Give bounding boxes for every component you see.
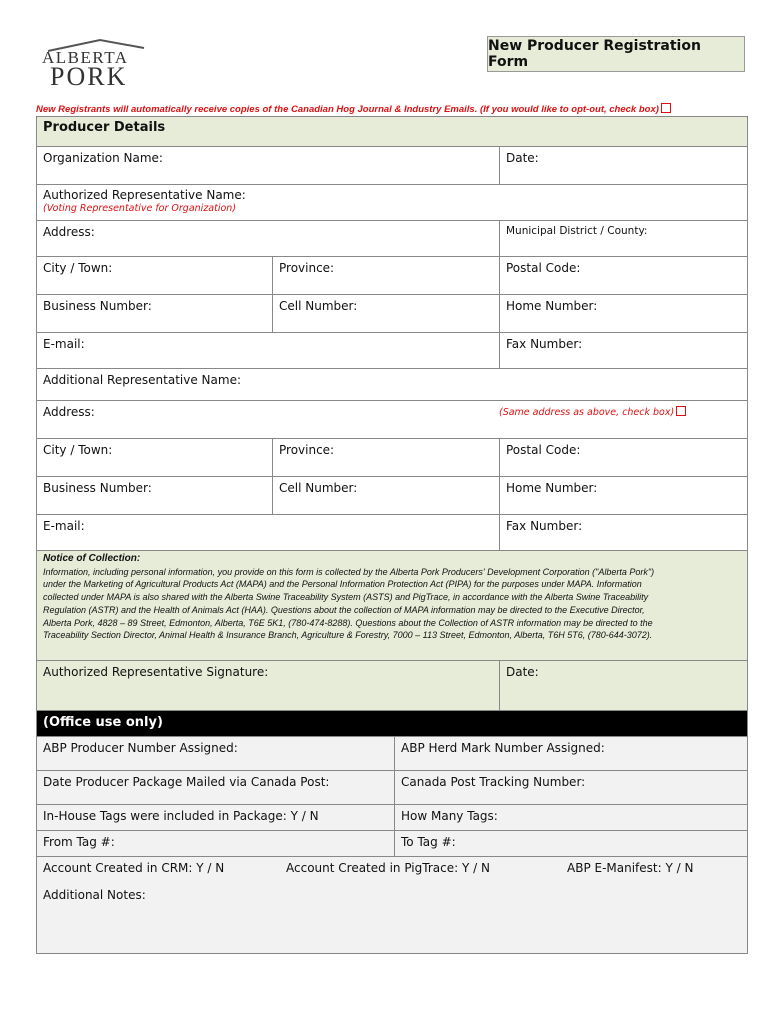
additional-postal-code-field[interactable] (499, 439, 747, 476)
producer-details-header (37, 117, 747, 147)
abp-producer-number-label: ABP Producer Number Assigned: (43, 741, 238, 755)
optout-checkbox[interactable] (661, 103, 671, 113)
notice-line: Alberta Pork, 4828 – 89 Street, Edmonton, Alberta, T6E 5K1, (780-474-8288). Questions about the Collection of ASTR information may be directed to the (43, 617, 653, 628)
date-package-mailed-label: Date Producer Package Mailed via Canada Post: (43, 775, 330, 789)
from-tag-field[interactable] (37, 831, 394, 856)
municipal-district-label: Municipal District / County: (506, 225, 648, 237)
date-field[interactable] (499, 147, 747, 184)
organization-row (37, 147, 747, 185)
additional-phone-row (37, 477, 747, 515)
registration-form (36, 116, 748, 954)
additional-address-row (37, 401, 747, 439)
how-many-tags-field[interactable] (394, 805, 747, 830)
office-row-4 (37, 831, 747, 857)
province-field[interactable] (272, 257, 499, 294)
address-label: Address: (43, 225, 95, 239)
additional-email-label: E-mail: (43, 519, 85, 533)
fax-number-label: Fax Number: (506, 337, 583, 351)
additional-province-field[interactable] (272, 439, 499, 476)
office-row-3 (37, 805, 747, 831)
business-number-label: Business Number: (43, 299, 152, 313)
account-status-block (37, 857, 747, 953)
crm-account-field[interactable]: Account Created in CRM: Y / N (43, 861, 225, 875)
how-many-tags-label: How Many Tags: (401, 809, 498, 823)
organization-name-label: Organization Name: (43, 151, 163, 165)
signature-date-label: Date: (506, 665, 539, 679)
additional-city-row (37, 439, 747, 477)
province-label: Province: (279, 261, 335, 275)
business-number-field[interactable] (37, 295, 272, 332)
organization-name-field[interactable] (37, 147, 499, 184)
office-row-2 (37, 771, 747, 805)
additional-home-number-label: Home Number: (506, 481, 598, 495)
notice-body (37, 551, 747, 644)
home-number-field[interactable] (499, 295, 747, 332)
notice-line: collected under MAPA is also shared with the Alberta Swine Traceability System (ASTS) and PigTrace, in accordance with the Alberta Swine Traceability (43, 592, 649, 603)
city-row (37, 257, 747, 295)
office-row-5 (37, 857, 747, 953)
signature-row (37, 661, 747, 711)
postal-code-label: Postal Code: (506, 261, 581, 275)
additional-email-row (37, 515, 747, 551)
notice-line: Information, including personal information, you provide on this form is collected by the Alberta Pork Producers' Development Corporation ("Alberta Pork") (43, 566, 655, 577)
e-manifest-field[interactable]: ABP E-Manifest: Y / N (567, 861, 694, 875)
email-field[interactable] (37, 333, 499, 368)
municipal-district-field[interactable] (499, 221, 747, 256)
notice-line: Traceability Section Director, Animal Health & Insurance Branch, Agriculture & Forestry, 7000 – 113 Street, Edmonton, Alberta, T6H 5T6, (780-644-3072). (43, 630, 653, 641)
to-tag-label: To Tag #: (401, 835, 456, 849)
cell-number-label: Cell Number: (279, 299, 358, 313)
additional-email-field[interactable] (37, 515, 499, 550)
email-row (37, 333, 747, 369)
address-row (37, 221, 747, 257)
city-field[interactable] (37, 257, 272, 294)
additional-province-label: Province: (279, 443, 335, 457)
abp-herd-mark-field[interactable] (394, 737, 747, 770)
additional-fax-number-field[interactable] (499, 515, 747, 550)
notice-heading: Notice of Collection: (43, 553, 141, 564)
signature-date-field[interactable] (499, 661, 747, 710)
abp-producer-number-field[interactable] (37, 737, 394, 770)
voting-rep-note: (Voting Representative for Organization) (43, 203, 237, 214)
tracking-number-label: Canada Post Tracking Number: (401, 775, 586, 789)
alberta-pork-logo (38, 38, 163, 90)
same-address-note (499, 406, 686, 418)
additional-rep-label: Additional Representative Name: (43, 373, 241, 387)
logo-line-2: PORK (50, 62, 128, 91)
additional-address-field[interactable] (37, 401, 747, 438)
additional-address-label: Address: (43, 405, 95, 419)
same-address-checkbox[interactable] (676, 406, 686, 416)
authorized-rep-field[interactable] (37, 185, 747, 220)
additional-notes-label: Additional Notes: (43, 888, 146, 902)
inhouse-tags-label: In-House Tags were included in Package: Y / N (43, 809, 319, 823)
additional-business-number-field[interactable] (37, 477, 272, 514)
notice-line: Regulation (ASTR) and the Health of Animals Act (HAA). Questions about the collection of MAPA information may be directed to the Executive Director, (43, 604, 645, 615)
additional-city-label: City / Town: (43, 443, 113, 457)
tracking-number-field[interactable] (394, 771, 747, 804)
office-use-heading: (Office use only) (43, 715, 163, 730)
additional-rep-field[interactable] (37, 369, 747, 400)
city-label: City / Town: (43, 261, 113, 275)
additional-cell-number-field[interactable] (272, 477, 499, 514)
logo-line-1: ALBERTA (42, 48, 129, 67)
additional-postal-code-label: Postal Code: (506, 443, 581, 457)
home-number-label: Home Number: (506, 299, 598, 313)
signature-field[interactable] (37, 661, 499, 710)
form-title: New Producer Registration Form (487, 36, 745, 72)
office-row-1 (37, 737, 747, 771)
email-label: E-mail: (43, 337, 85, 351)
authorized-rep-row (37, 185, 747, 221)
pigtrace-account-field[interactable]: Account Created in PigTrace: Y / N (286, 861, 490, 875)
notice-line: under the Marketing of Agricultural Products Act (MAPA) and the Personal Information Protection Act (PIPA) for the purposes under MAPA. Information (43, 579, 642, 590)
additional-rep-row (37, 369, 747, 401)
to-tag-field[interactable] (394, 831, 747, 856)
additional-home-number-field[interactable] (499, 477, 747, 514)
fax-number-field[interactable] (499, 333, 747, 368)
additional-city-field[interactable] (37, 439, 272, 476)
additional-fax-number-label: Fax Number: (506, 519, 583, 533)
office-use-header (37, 711, 747, 737)
address-field[interactable] (37, 221, 499, 256)
postal-code-field[interactable] (499, 257, 747, 294)
optout-notice-text: New Registrants will automatically receive copies of the Canadian Hog Journal & Industry Emails. (If you would like to opt-out, check box) (36, 104, 659, 115)
from-tag-label: From Tag #: (43, 835, 115, 849)
same-address-note-text: (Same address as above, check box) (499, 407, 675, 418)
additional-notes-area[interactable] (37, 909, 747, 953)
date-label: Date: (506, 151, 539, 165)
inhouse-tags-field[interactable] (37, 805, 394, 830)
additional-business-number-label: Business Number: (43, 481, 152, 495)
cell-number-field[interactable] (272, 295, 499, 332)
producer-details-heading: Producer Details (43, 120, 166, 135)
signature-label: Authorized Representative Signature: (43, 665, 269, 679)
date-package-mailed-field[interactable] (37, 771, 394, 804)
abp-herd-mark-label: ABP Herd Mark Number Assigned: (401, 741, 605, 755)
optout-notice (36, 103, 671, 115)
notice-of-collection (37, 551, 747, 661)
phone-row (37, 295, 747, 333)
authorized-rep-label: Authorized Representative Name: (43, 188, 246, 202)
additional-cell-number-label: Cell Number: (279, 481, 358, 495)
